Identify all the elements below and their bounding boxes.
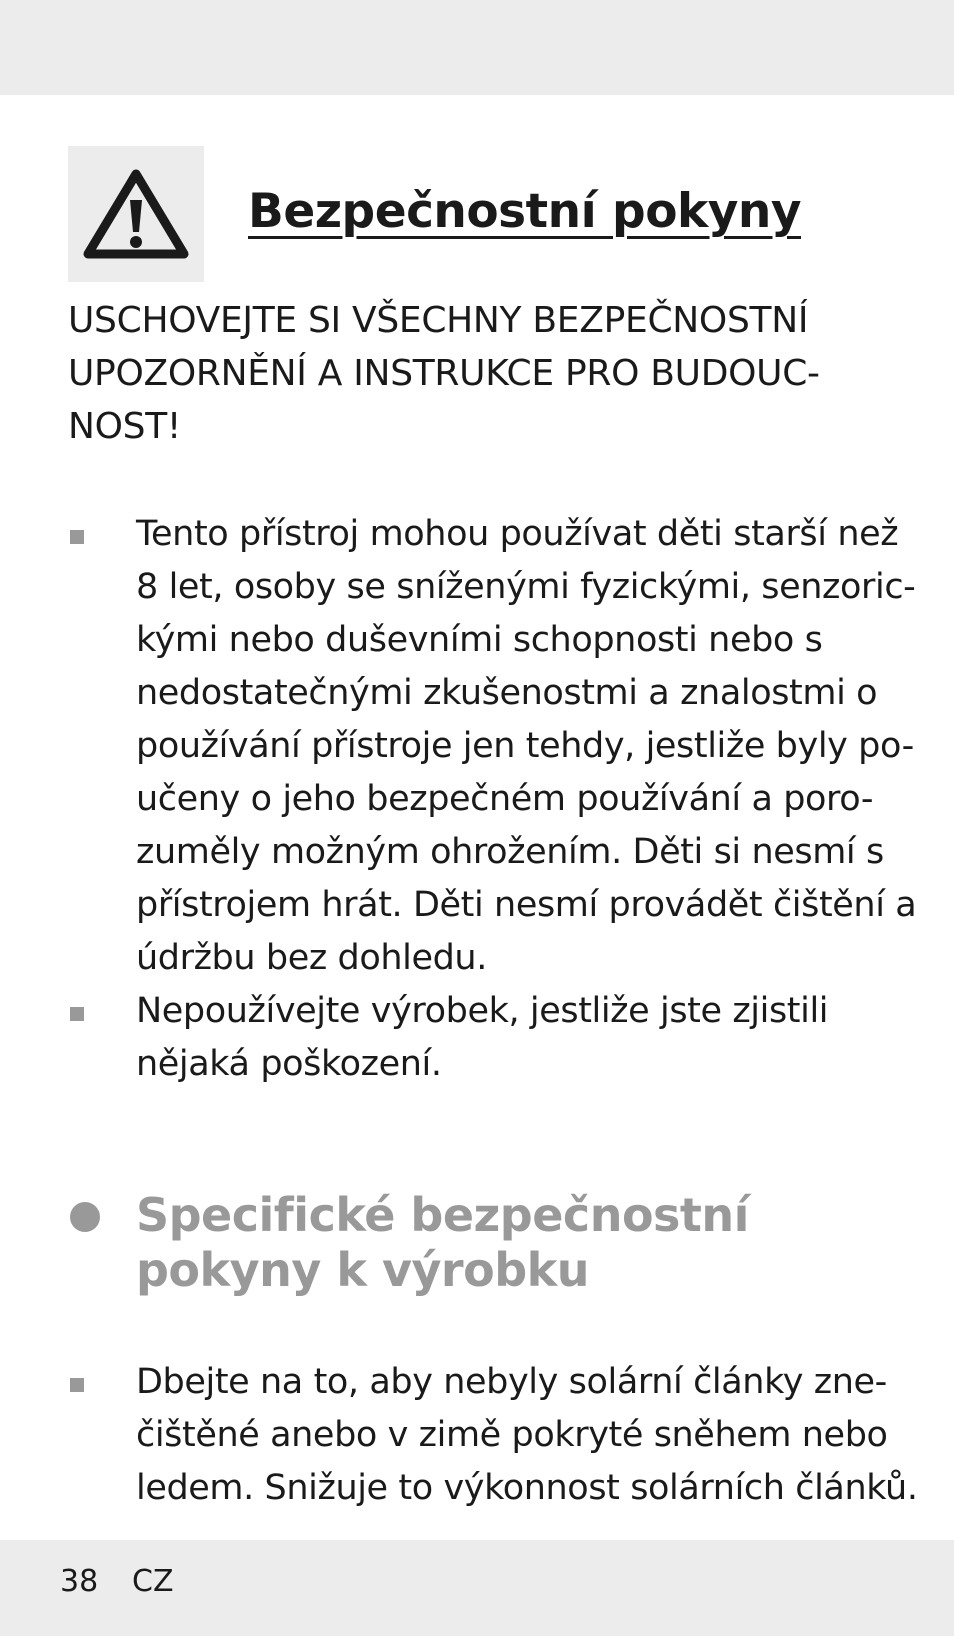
section-heading-line: Specifické bezpečnostní xyxy=(136,1188,749,1242)
bullet-line: ledem. Snižuje to výkonnost solárních článků. xyxy=(136,1468,918,1508)
warning-triangle-icon xyxy=(68,146,204,282)
top-band xyxy=(0,0,954,95)
page-title: Bezpečnostní pokyny xyxy=(248,184,801,239)
bullet-square-icon xyxy=(70,1007,84,1021)
bullet-line: čištěné anebo v zimě pokryté sněhem nebo xyxy=(136,1415,888,1455)
bullet-line: kými nebo duševními schopnosti nebo s xyxy=(136,620,823,660)
bullet-square-icon xyxy=(70,530,84,544)
bullet-line: nějaká poškození. xyxy=(136,1044,442,1084)
intro-line: NOST! xyxy=(68,406,182,447)
bullet-line: Tento přístroj mohou používat děti starší než xyxy=(136,514,899,554)
bullet-line: zuměly možným ohrožením. Děti si nesmí s xyxy=(136,832,884,872)
bullet-text xyxy=(136,1356,918,1515)
bullet-line: 8 let, osoby se sníženými fyzickými, senzoric- xyxy=(136,567,916,607)
intro-warning xyxy=(68,294,888,453)
bullet-square-icon xyxy=(70,1378,84,1392)
bullet-line: učeny o jeho bezpečném používání a poro- xyxy=(136,779,874,819)
section-heading xyxy=(136,1188,749,1298)
bullet-line: Nepoužívejte výrobek, jestliže jste zjistili xyxy=(136,991,829,1031)
section-dot-icon xyxy=(70,1202,100,1232)
section-heading-line: pokyny k výrobku xyxy=(136,1243,589,1297)
page-number: 38 xyxy=(60,1564,99,1599)
bullet-text xyxy=(136,985,828,1091)
warning-box xyxy=(68,146,204,282)
bullet-line: nedostatečnými zkušenostmi a znalostmi o xyxy=(136,673,878,713)
bullet-line: Dbejte na to, aby nebyly solární články zne- xyxy=(136,1362,887,1402)
bullet-line: údržbu bez dohledu. xyxy=(136,938,487,978)
intro-line: UPOZORNĚNÍ A INSTRUKCE PRO BUDOUC- xyxy=(68,353,820,394)
bullet-line: používání přístroje jen tehdy, jestliže byly po- xyxy=(136,726,914,766)
bullet-text xyxy=(136,508,916,985)
language-code: CZ xyxy=(132,1564,174,1599)
bullet-line: přístrojem hrát. Děti nesmí provádět čištění a xyxy=(136,885,917,925)
intro-line: USCHOVEJTE SI VŠECHNY BEZPEČNOSTNÍ xyxy=(68,300,809,341)
